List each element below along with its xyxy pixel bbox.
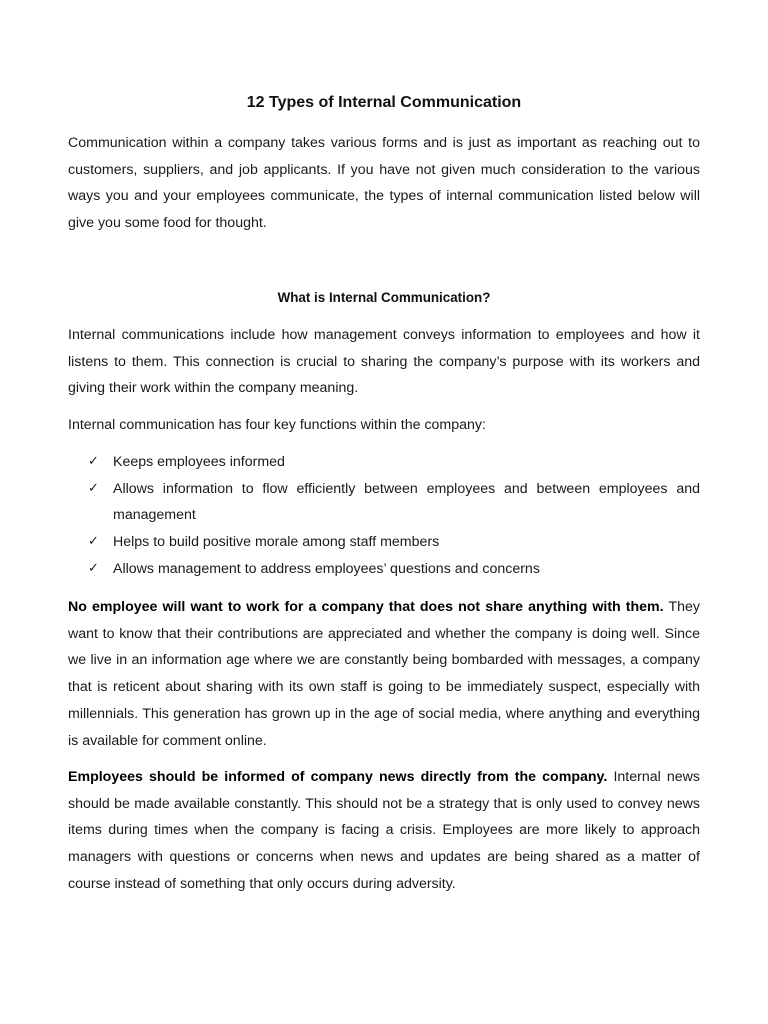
- section-heading: What is Internal Communication?: [277, 290, 491, 305]
- checkmark-icon: ✓: [88, 534, 99, 550]
- list-item: [88, 476, 700, 529]
- checkmark-icon: ✓: [88, 480, 99, 496]
- list-item-text: Helps to build positive morale among staff members: [113, 534, 440, 551]
- list-item: [88, 449, 700, 476]
- functions-checklist: [88, 449, 700, 583]
- definition-paragraph: Internal communications include how management conveys information to employees and how it listens to them. This connection is crucial to sharing the company’s purpose with its workers and giving their work within the company meaning.: [68, 327, 700, 397]
- sharing-paragraph: [68, 594, 700, 754]
- news-lead-sentence: Employees should be informed of company news directly from the company.: [68, 769, 608, 785]
- checkmark-icon: ✓: [88, 560, 99, 576]
- list-item-text: Keeps employees informed: [113, 454, 285, 470]
- intro-paragraph: Communication within a company takes various forms and is just as important as reaching out to customers, suppliers, and job applicants. If you have not given much consideration to the various ways you and your employees communicate, the types of internal communication listed below will give you some food for thought.: [68, 135, 700, 232]
- sharing-body-text: They want to know that their contributions are appreciated and whether the company is doing well. Since we live in an information age where we are constantly being bombarded with messages, a company that is reticent about sharing with its own staff is going to be immediately suspect, especially with millennials. This generation has grown up in the age of social media, where anything and everything is available for comment online.: [68, 599, 700, 749]
- news-body-text: Internal news should be made available constantly. This should not be a strategy that is only used to convey news items during times when the company is facing a crisis. Employees are more likely to approach managers with questions or concerns when news and updates are being shared as a matter of course instead of something that only occurs during adversity.: [68, 769, 701, 892]
- list-item: [88, 529, 700, 556]
- list-item: [88, 556, 700, 583]
- document-title: 12 Types of Internal Communication: [246, 94, 522, 111]
- news-paragraph: [68, 764, 700, 898]
- functions-intro-paragraph: Internal communication has four key functions within the company:: [68, 417, 486, 433]
- checkmark-icon: ✓: [88, 454, 99, 469]
- sharing-lead-sentence: No employee will want to work for a company that does not share anything with them.: [68, 599, 664, 615]
- list-item-text: Allows management to address employees’ questions and concerns: [113, 560, 540, 577]
- list-item-text: Allows information to flow efficiently between employees and between employees and management: [113, 480, 700, 524]
